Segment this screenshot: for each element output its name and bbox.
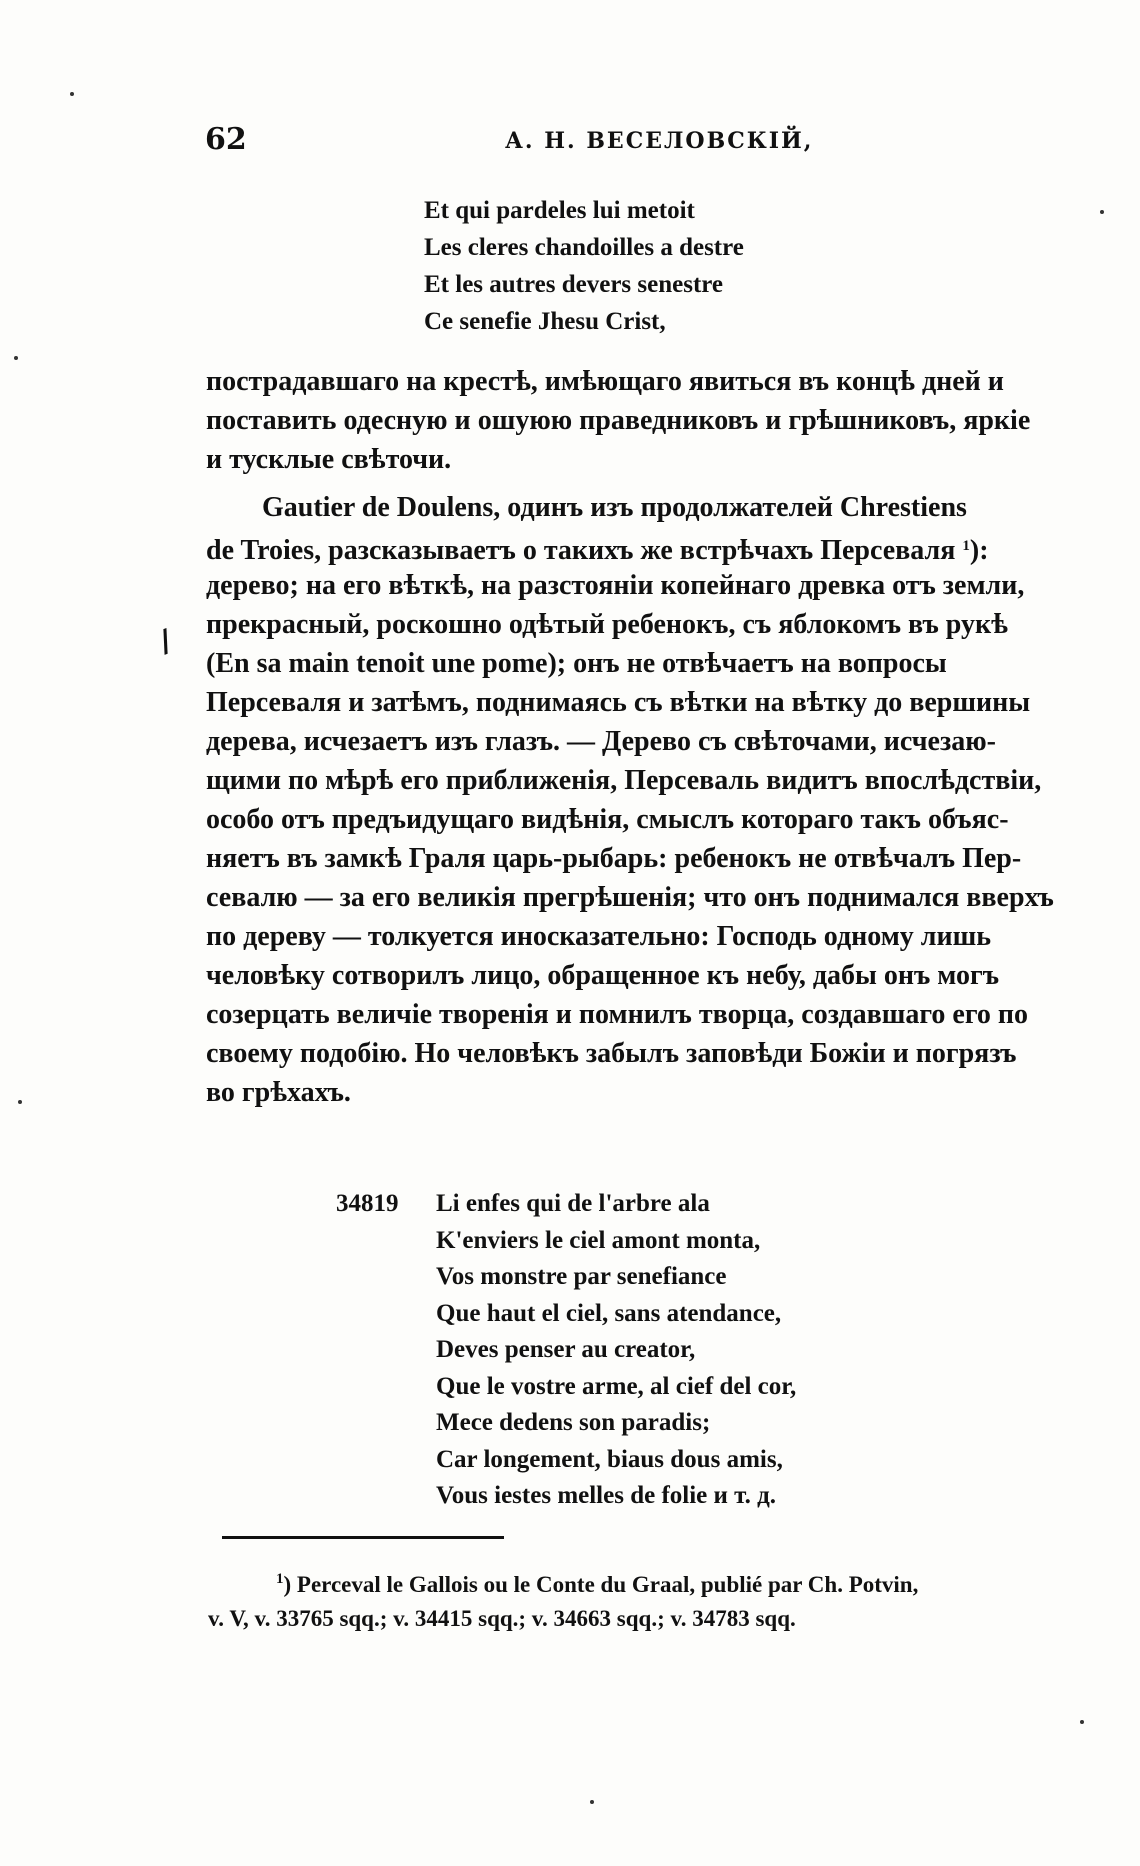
scan-speck — [14, 356, 18, 360]
footnote-divider — [222, 1536, 504, 1539]
text-line: особо отъ предъидущаго видѣнія, смыслъ котораго такъ объяс- — [206, 804, 1009, 835]
footnote-text: ) Perceval le Gallois ou le Conte du Graal, publié par Ch. Potvin, — [283, 1572, 919, 1597]
verse-line: Mece dedens son paradis; — [436, 1409, 711, 1436]
scan-speck — [1100, 210, 1104, 214]
text-line-content: de Troies, разсказываетъ о такихъ же встрѣчахъ Персеваля — [206, 535, 956, 566]
text-line: Персеваля и затѣмъ, поднимаясь съ вѣтки на вѣтку до вершины — [206, 687, 1031, 718]
paragraph-1 — [206, 362, 1030, 479]
text-line: няетъ въ замкѣ Граля царь-рыбарь: ребенокъ не отвѣчалъ Пер- — [206, 843, 1022, 874]
verse-line-text: Li enfes qui de l'arbre ala — [436, 1190, 710, 1217]
verse-line: Les cleres chandoilles a destre — [424, 234, 744, 261]
footnote-marker: 1 — [276, 1571, 284, 1587]
verse-line: K'enviers le ciel amont monta, — [436, 1226, 761, 1254]
text-line: (En sa main tenoit une pome); онъ не отвѣчаетъ на вопросы — [206, 648, 947, 679]
page-number: 62 — [205, 122, 247, 157]
verse-line-number: 34819 — [336, 1190, 399, 1217]
scan-speck — [18, 1100, 22, 1104]
scan-speck — [1080, 1720, 1084, 1724]
verse-line: Deves penser au creator, — [436, 1336, 696, 1363]
text-line: человѣку сотворилъ лицо, обращенное къ небу, дабы онъ могъ — [206, 960, 1000, 991]
verse-line: Vos monstre par senefiance — [436, 1263, 727, 1290]
text-line: севалю — за его великія прегрѣшенія; что онъ поднимался вверхъ — [206, 882, 1054, 913]
text-line: своему подобію. Но человѣкъ забылъ заповѣди Божіи и погрязъ — [206, 1038, 1017, 1069]
text-line — [206, 527, 1054, 566]
verse-line: Car longement, biaus dous amis, — [436, 1445, 783, 1473]
running-head: А. Н. ВЕСЕЛОВСКІЙ, — [505, 128, 814, 154]
text-line: прекрасный, роскошно одѣтый ребенокъ, съ яблокомъ въ рукѣ — [206, 609, 1008, 640]
verse-line: Et qui pardeles lui metoit — [424, 197, 695, 224]
verse-line: Et les autres devers senestre — [424, 271, 724, 298]
text-line: во грѣхахъ. — [206, 1077, 351, 1108]
text-line: пострадавшаго на крестѣ, имѣющаго явиться въ концѣ дней и — [206, 366, 1004, 397]
verse-line: Que le vostre arme, al cief del cor, — [436, 1372, 797, 1400]
paragraph-2 — [206, 488, 1054, 1112]
footnote-reference-suffix: ): — [969, 535, 989, 566]
text-line: Gautier de Doulens, одинъ изъ продолжателей Chrestiens — [262, 492, 967, 523]
verse-line — [336, 1186, 1016, 1223]
verse-line: Que haut el ciel, sans atendance, — [436, 1299, 782, 1327]
text-line: дерева, исчезаетъ изъ глазъ. — Дерево съ свѣточами, исчезаю- — [206, 726, 996, 757]
text-line: созерцать величіе творенія и помнилъ творца, создавшаго его по — [206, 999, 1028, 1030]
footnote-line: v. V, v. 33765 sqq.; v. 34415 sqq.; v. 34663 sqq.; v. 34783 sqq. — [208, 1606, 796, 1631]
text-line: щими по мѣрѣ его приближенія, Персеваль видитъ впослѣдствіи, — [206, 765, 1042, 796]
text-line: поставить одесную и ошуюю праведниковъ и грѣшниковъ, яркіе — [206, 405, 1031, 436]
footnote — [208, 1559, 918, 1639]
text-line: дерево; на его вѣткѣ, на разстояніи копейнаго древка отъ земли, — [206, 570, 1025, 601]
verse-line: Vous iestes melles de folie и т. д. — [436, 1482, 776, 1509]
scan-speck — [70, 92, 74, 96]
verse-quote-2 — [336, 1186, 1016, 1515]
text-line: и тусклые свѣточи. — [206, 444, 452, 475]
page-header — [205, 122, 1093, 162]
verse-line: Ce senefie Jhesu Crist, — [424, 308, 666, 335]
footnote-reference: 1 — [962, 538, 970, 554]
margin-pencil-mark: / — [154, 623, 177, 660]
text-line: по дереву — толкуется иносказательно: Господь одному лишь — [206, 921, 992, 952]
verse-quote-1 — [424, 192, 744, 340]
footnote-line — [208, 1559, 918, 1599]
scan-speck — [590, 1800, 594, 1804]
